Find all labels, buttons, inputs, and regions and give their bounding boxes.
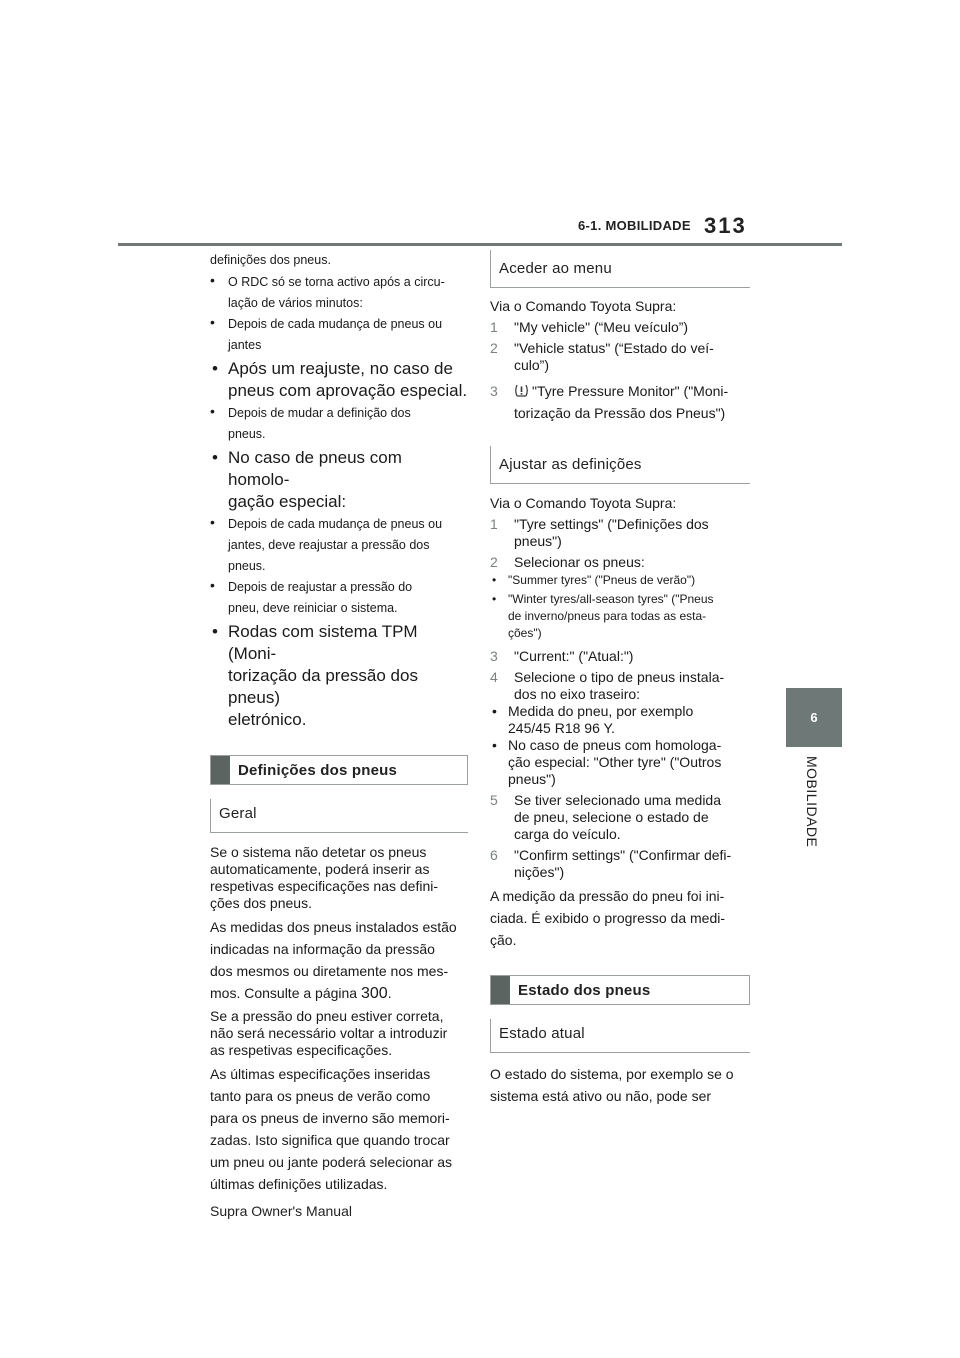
- text-line: As medidas dos pneus instalados estão: [210, 919, 457, 935]
- chapter-number: 6: [810, 710, 818, 725]
- option-text: "Summer tyres" ("Pneus de verão"): [508, 573, 696, 587]
- step-text: "Current:" ("Atual:"): [514, 648, 634, 664]
- step-item: [490, 792, 750, 843]
- bullet-cont: pneus.: [228, 427, 266, 441]
- text-line: Se o sistema não detetar os pneus: [210, 844, 427, 860]
- sub-heading: Aceder ao menu: [490, 250, 750, 288]
- bullet-cont: pneu, deve reiniciar o sistema.: [228, 601, 398, 615]
- step-number: 5: [490, 792, 498, 808]
- paragraph: [490, 885, 750, 951]
- step-number: 1: [490, 516, 498, 532]
- step-text: pneus"): [514, 533, 562, 549]
- text-line: dos mesmos ou diretamente nos mes-: [210, 963, 449, 979]
- step-number: 3: [490, 648, 498, 664]
- text-fragment: .: [387, 985, 392, 1001]
- section-heading-box: [210, 755, 468, 785]
- header-rule: [118, 243, 842, 246]
- bullet-item: • Depois de cada mudança de pneus ou: [210, 314, 443, 331]
- step-number: 2: [490, 340, 498, 356]
- bullet-item: • Depois de mudar a definição dos: [210, 403, 411, 420]
- step-text: nições"): [514, 864, 565, 880]
- option-item: • Medida do pneu, por exemplo 245/45 R18 96 Y.: [490, 703, 750, 737]
- paragraph: [210, 916, 468, 1005]
- step-text: "Vehicle status" (“Estado do veí-: [514, 340, 714, 356]
- text-line: O estado do sistema, por exemplo se o: [490, 1066, 734, 1082]
- step-text: Selecionar os pneus:: [514, 554, 645, 570]
- text-fragment: mos. Consulte a página: [210, 985, 361, 1001]
- chapter-tab: [786, 688, 842, 747]
- option-text: Medida do pneu, por exemplo: [508, 703, 694, 719]
- step-text: "Tyre Pressure Monitor" ("Moni-: [532, 383, 729, 399]
- bullet-text: Após um reajuste, no caso de: [228, 359, 453, 378]
- right-column: [490, 250, 750, 1107]
- text-line: ciada. É exibido o progresso da medi-: [490, 910, 726, 926]
- option-text: pneus"): [508, 771, 556, 787]
- step-item: [490, 847, 750, 881]
- step-item: [490, 340, 750, 374]
- step-text: Selecione o tipo de pneus instala-: [514, 669, 725, 685]
- text-line: zadas. Isto significa que quando trocar: [210, 1132, 450, 1148]
- text-line: para os pneus de inverno são memori-: [210, 1110, 450, 1126]
- bullet-cont: torização da pressão dos pneus): [228, 666, 418, 707]
- bullet-item: • Depois de cada mudança de pneus ou: [210, 514, 443, 531]
- text-line: últimas definições utilizadas.: [210, 1176, 388, 1192]
- paragraph: [490, 1063, 750, 1107]
- section-heading-box: [490, 975, 750, 1005]
- option-text: ção especial: "Other tyre" ("Outros: [508, 754, 722, 770]
- bullet-text: Depois de cada mudança de pneus ou: [228, 517, 443, 531]
- step-number: 6: [490, 847, 498, 863]
- heading-marker: [491, 976, 510, 1004]
- text-line: não será necessário voltar a introduzir: [210, 1025, 448, 1041]
- step-text: Se tiver selecionado uma medida: [514, 792, 722, 808]
- bullet-cont: jantes, deve reajustar a pressão dos: [228, 538, 430, 552]
- bullet-item-large: • Rodas com sistema TPM (Moni-: [212, 622, 418, 663]
- text-line: as respetivas especificações.: [210, 1042, 393, 1058]
- text-line: As últimas especificações inseridas: [210, 1066, 431, 1082]
- text-line: ções dos pneus.: [210, 895, 312, 911]
- option-item: • "Winter tyres/all-season tyres" ("Pneus de inverno/pneus para todas as esta- ções"): [490, 591, 750, 642]
- bullet-text: Depois de cada mudança de pneus ou: [228, 317, 443, 331]
- step-number: 3: [490, 383, 498, 399]
- bullet-item-large: • Após um reajuste, no caso de: [212, 359, 453, 378]
- step-item: [490, 554, 750, 571]
- text-line: [210, 982, 468, 1005]
- step-number: 4: [490, 669, 498, 685]
- sub-heading: Ajustar as definições: [490, 446, 750, 484]
- option-item: • No caso de pneus com homologa- ção especial: "Other tyre" ("Outros pneus"): [490, 737, 750, 788]
- option-text: "Winter tyres/all-season tyres" ("Pneus: [508, 592, 714, 606]
- option-text: No caso de pneus com homologa-: [508, 737, 722, 753]
- sub-heading: Estado atual: [490, 1019, 750, 1053]
- section-title: 6-1. MOBILIDADE: [578, 218, 691, 233]
- bullet-text: No caso de pneus com homolo-: [228, 448, 402, 489]
- heading-marker: [211, 756, 230, 784]
- step-text: carga do veículo.: [514, 826, 621, 842]
- step-number: 1: [490, 319, 498, 335]
- text-line: respetivas especificações nas defini-: [210, 878, 439, 894]
- bullet-cont: jantes: [228, 338, 262, 352]
- bullet-cont: lação de vários minutos:: [228, 296, 363, 310]
- page-number: 313: [704, 213, 747, 238]
- text-line: ção.: [490, 932, 517, 948]
- option-item: • "Summer tyres" ("Pneus de verão"): [492, 573, 696, 587]
- bullet-cont: pneus.: [228, 559, 266, 573]
- step-text: "Confirm settings" ("Confirmar defi-: [514, 847, 732, 863]
- sub-heading: Geral: [210, 799, 468, 833]
- footer-text: Supra Owner's Manual: [210, 1203, 352, 1219]
- step-item: [490, 516, 750, 550]
- step-text: "Tyre settings" ("Definições dos: [514, 516, 709, 532]
- step-item: [490, 380, 750, 424]
- text-line: tanto para os pneus de verão como: [210, 1088, 431, 1104]
- step-text: dos no eixo traseiro:: [514, 686, 641, 702]
- text-line: indicadas na informação da pressão: [210, 941, 435, 957]
- bullet-cont: pneus com aprovação especial.: [228, 381, 468, 400]
- option-text: 245/45 R18 96 Y.: [508, 720, 615, 736]
- bullet-item: • Depois de reajustar a pressão do: [210, 577, 413, 594]
- step-item: [490, 319, 750, 336]
- paragraph: [210, 844, 468, 912]
- text-line: Via o Comando Toyota Supra:: [490, 495, 677, 511]
- text-line: sistema está ativo ou não, pode ser: [490, 1088, 712, 1104]
- intro-text: definições dos pneus.: [210, 253, 331, 267]
- text-line: um pneu ou jante poderá selecionar as: [210, 1154, 453, 1170]
- section-heading: Estado dos pneus: [518, 981, 651, 999]
- bullet-cont: eletrónico.: [228, 710, 307, 729]
- text-line: Se a pressão do pneu estiver correta,: [210, 1008, 444, 1024]
- left-column: [210, 250, 468, 1195]
- page-reference-link[interactable]: 300: [360, 985, 388, 1002]
- tyre-warning-icon: [514, 384, 529, 397]
- bullet-text: Rodas com sistema TPM (Moni-: [228, 622, 418, 663]
- bullet-text: O RDC só se torna activo após a circu-: [228, 275, 445, 289]
- step-text: "My vehicle" (“Meu veículo”): [514, 319, 689, 335]
- option-text: ções"): [508, 626, 542, 640]
- bullet-item: • O RDC só se torna activo após a circu-: [210, 272, 445, 289]
- section-heading: Definições dos pneus: [238, 761, 398, 779]
- text-line: automaticamente, poderá inserir as: [210, 861, 430, 877]
- bullet-item-large: • No caso de pneus com homolo-: [212, 448, 402, 489]
- text-line: A medição da pressão do pneu foi ini-: [490, 888, 725, 904]
- bullet-text: Depois de reajustar a pressão do: [228, 580, 413, 594]
- bullet-text: Depois de mudar a definição dos: [228, 406, 411, 420]
- option-text: de inverno/pneus para todas as esta-: [508, 609, 707, 623]
- bullet-cont: gação especial:: [228, 492, 347, 511]
- paragraph: [210, 1008, 468, 1059]
- step-text: de pneu, selecione o estado de: [514, 809, 709, 825]
- step-text: culo”): [514, 357, 550, 373]
- step-item: [490, 648, 750, 665]
- step-text: torização da Pressão dos Pneus"): [514, 405, 726, 421]
- step-item: [490, 669, 750, 703]
- step-number: 2: [490, 554, 498, 570]
- chapter-label: MOBILIDADE: [804, 756, 820, 848]
- text-line: Via o Comando Toyota Supra:: [490, 298, 677, 314]
- paragraph: [210, 1063, 468, 1195]
